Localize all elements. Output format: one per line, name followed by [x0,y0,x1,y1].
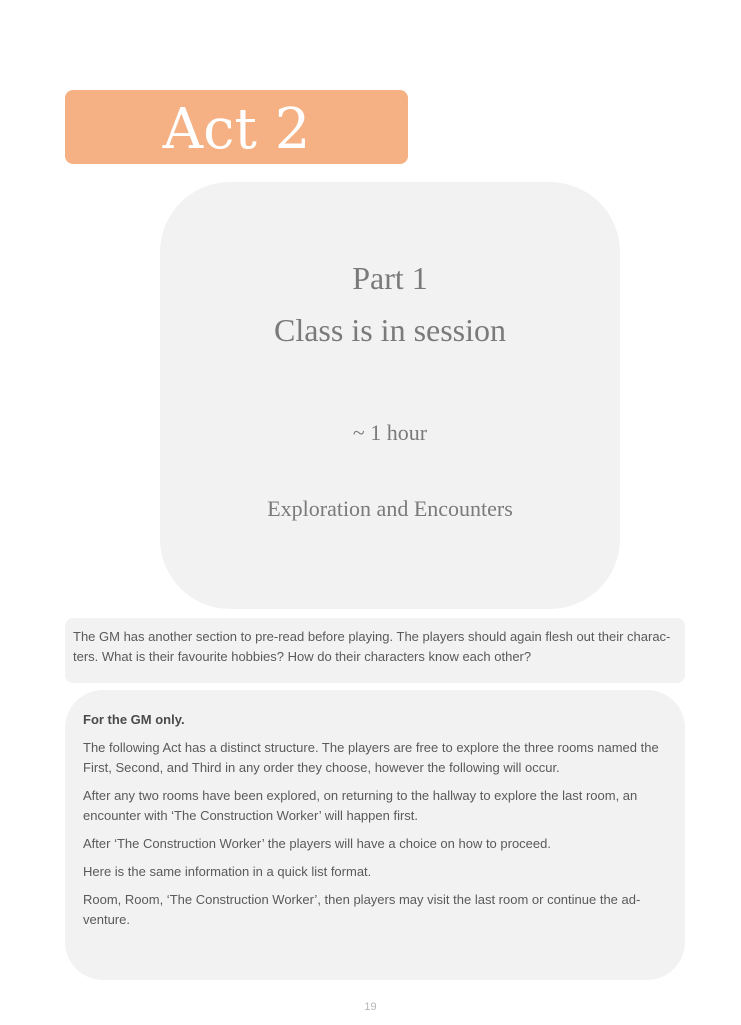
gm-notes-paragraph: After any two rooms have been explored, on returning to the hallway to explore the last room, an encounter with ‘The Construction Worker’ will happen first. [83,788,638,823]
part-type: Exploration and Encounters [267,496,513,521]
part-number: Part 1 [352,260,428,296]
intro-text: The GM has another section to pre-read before playing. The players should again flesh out their charac-ters. What is their favourite hobbies? How do their characters know each other? [73,629,671,664]
gm-notes-paragraph: Room, Room, ‘The Construction Worker’, then players may visit the last room or continue the ad-venture. [83,892,641,927]
gm-notes-paragraph: The following Act has a distinct structure. The players are free to explore the three rooms named the First, Second, and Third in any order they choose, however the following will occur. [83,740,659,775]
part-card [160,182,620,609]
part-duration: ~ 1 hour [352,420,428,445]
gm-notes-paragraph: After ‘The Construction Worker’ the players will have a choice on how to proceed. [83,836,551,851]
part-name: Class is in session [273,312,507,348]
gm-notes-heading: For the GM only. [83,712,185,727]
gm-notes-box [65,690,685,980]
act-title: Act 2 [162,97,311,162]
page-number: 19 [364,1001,377,1013]
gm-notes-paragraph: Here is the same information in a quick list format. [83,864,372,879]
intro-box [65,618,685,683]
act-banner [65,90,408,164]
